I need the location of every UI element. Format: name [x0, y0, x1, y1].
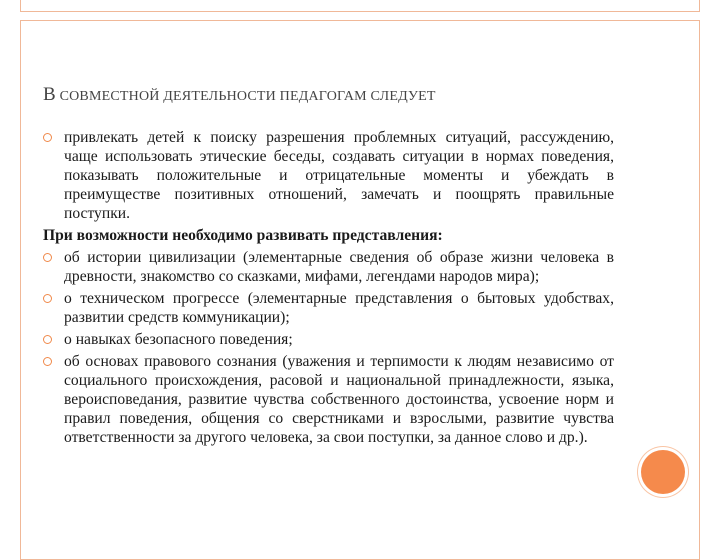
slide-content — [43, 128, 614, 450]
section-heading: При возможности необходимо развивать представления: — [43, 227, 443, 244]
bullet-item — [43, 330, 614, 349]
bullet-item — [43, 248, 614, 286]
bullet-text: о техническом прогрессе (элементарные представления о бытовых удобствах, развитии средств коммуникации); — [64, 290, 614, 326]
bullet-intro — [43, 128, 614, 223]
top-frame-tab — [20, 0, 700, 12]
title-rest: СОВМЕСТНОЙ ДЕЯТЕЛЬНОСТИ ПЕДАГОГАМ СЛЕДУЕТ — [55, 89, 436, 104]
bullet-text: об основах правового сознания (уважения и терпимости к людям независимо от социального происхождения, расовой и национальной принадлежности, языка, вероисповедания, развитие чувства собственного достоинства, усвоение норм и правил поведения, общения со сверстниками и взрослыми, развитие чувства ответственности за другого человека, за свои поступки, за данное слово и др.). — [64, 353, 614, 446]
slide-title — [43, 84, 643, 106]
bullet-intro-text: привлекать детей к поиску разрешения проблемных ситуаций, рассуждению, чаще использовать этические беседы, создавать ситуации в нормах поведения, показывать положительные и отрицательные моменты и убеждать в преимуществе позитивных отношений, замечать и поощрять правильные поступки. — [64, 129, 614, 222]
bullet-text: о навыках безопасного поведения; — [64, 331, 293, 348]
bullet-item — [43, 289, 614, 327]
decorative-orange-circle — [641, 450, 685, 494]
bullet-item — [43, 352, 614, 447]
bullet-text: об истории цивилизации (элементарные сведения об образе жизни человека в древности, знакомство со сказками, мифами, легендами народов мира); — [64, 249, 614, 285]
title-prefix: В — [43, 84, 56, 105]
